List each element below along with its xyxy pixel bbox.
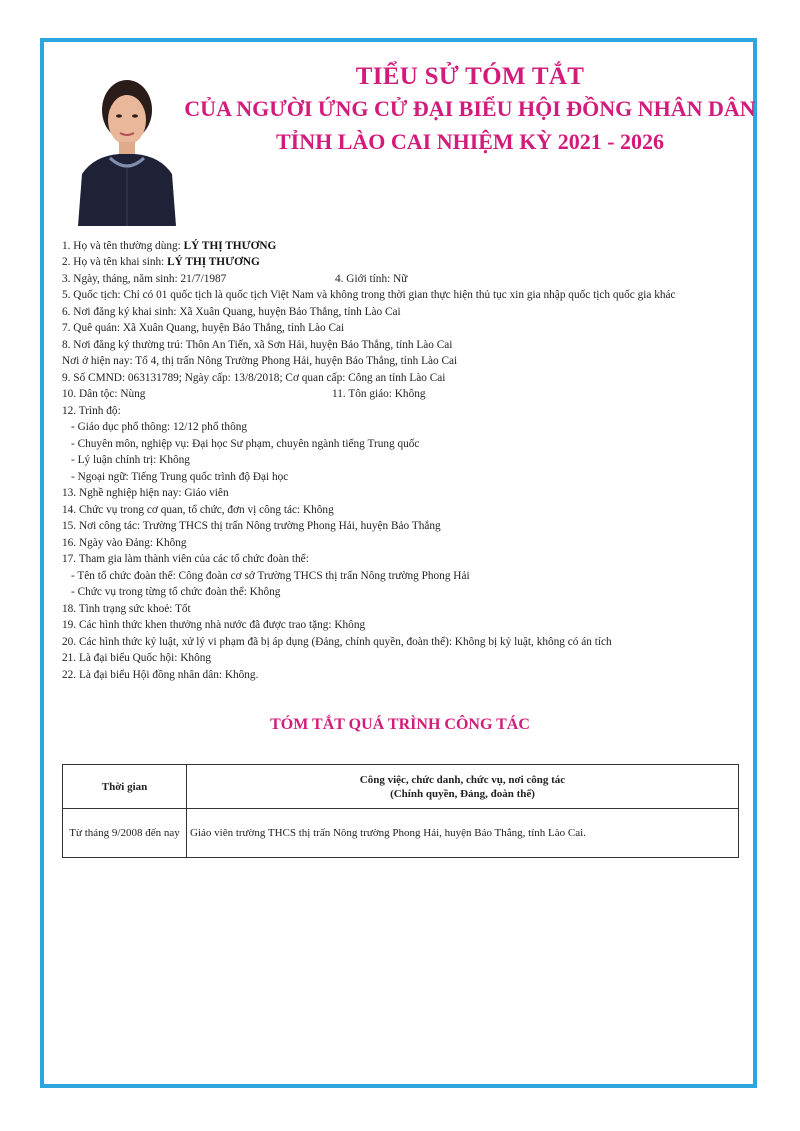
- field-foreign-language: - Ngoại ngữ: Tiếng Trung quốc trình độ Đại học: [71, 471, 289, 483]
- field-professional: - Chuyên môn, nghiệp vụ: Đại học Sư phạm, chuyên ngành tiếng Trung quốc: [71, 438, 420, 450]
- column-header-details-line1: Công việc, chức danh, chức vụ, nơi công tác: [359, 773, 566, 786]
- field-discipline: 20. Các hình thức kỷ luật, xử lý vi phạm đã bị áp dụng (Đảng, chính quyền, đoàn thể): Không bị kỷ luật, không có án tích: [62, 636, 612, 648]
- column-header-details: [187, 765, 739, 809]
- column-header-time: Thời gian: [63, 765, 187, 809]
- field-awards: 19. Các hình thức khen thưởng nhà nước đã được trao tặng: Không: [62, 619, 366, 631]
- work-history-table: [62, 764, 739, 858]
- field-general-education: - Giáo dục phổ thông: 12/12 phổ thông: [71, 421, 248, 433]
- field-label: 2. Họ và tên khai sinh:: [62, 256, 168, 268]
- table-row: [63, 809, 739, 858]
- title-line-2: CỦA NGƯỜI ỨNG CỬ ĐẠI BIỂU HỘI ĐỒNG NHÂN DÂN: [184, 96, 756, 121]
- field-religion: 11. Tôn giáo: Không: [332, 388, 426, 400]
- field-hometown: 7. Quê quán: Xã Xuân Quang, huyện Bảo Thắng, tỉnh Lào Cai: [62, 322, 345, 334]
- field-organizations: 17. Tham gia làm thành viên của các tổ chức đoàn thể:: [62, 553, 309, 565]
- field-value: LÝ THỊ THƯƠNG: [167, 256, 260, 268]
- cell-description: Giáo viên trường THCS thị trấn Nông trường Phong Hải, huyện Bảo Thắng, tỉnh Lào Cai.: [187, 809, 739, 858]
- field-education: 12. Trình độ:: [62, 405, 121, 417]
- field-nationality: 5. Quốc tịch: Chỉ có 01 quốc tịch là quốc tịch Việt Nam và không trong thời gian thực hiện thủ tục xin gia nhập quốc tịch quốc gia khác: [62, 289, 676, 301]
- field-people-council: 22. Là đại biểu Hội đồng nhân dân: Không.: [62, 669, 259, 681]
- field-position: 14. Chức vụ trong cơ quan, tổ chức, đơn vị công tác: Không: [62, 504, 334, 516]
- work-history-title: TÓM TẮT QUÁ TRÌNH CÔNG TÁC: [270, 716, 530, 733]
- field-national-assembly: 21. Là đại biểu Quốc hội: Không: [62, 652, 212, 664]
- field-birth-name: [62, 256, 260, 268]
- field-birth-date: 3. Ngày, tháng, năm sinh: 21/7/1987: [62, 273, 227, 285]
- field-organization-name: - Tên tổ chức đoàn thể: Công đoàn cơ sở Trường THCS thị trấn Nông trường Phong Hải: [71, 570, 470, 582]
- field-occupation: 13. Nghề nghiệp hiện nay: Giáo viên: [62, 487, 229, 499]
- field-ethnicity: 10. Dân tộc: Nùng: [62, 388, 146, 400]
- field-value: LÝ THỊ THƯƠNG: [183, 240, 277, 252]
- title-line-1: TIỂU SỬ TÓM TẮT: [355, 63, 585, 90]
- field-id-card: 9. Số CMND: 063131789; Ngày cấp: 13/8/2018; Cơ quan cấp: Công an tỉnh Lào Cai: [62, 372, 446, 384]
- field-gender: 4. Giới tính: Nữ: [335, 273, 408, 285]
- field-workplace: 15. Nơi công tác: Trường THCS thị trấn Nông trường Phong Hải, huyện Bảo Thắng: [62, 520, 441, 532]
- document-title: [180, 62, 760, 158]
- field-party-date: 16. Ngày vào Đảng: Không: [62, 537, 187, 549]
- column-header-details-line2: (Chính quyền, Đảng, đoàn thể): [390, 787, 535, 800]
- field-current-address: Nơi ở hiện nay: Tổ 4, thị trấn Nông Trường Phong Hải, huyện Bảo Thắng, tỉnh Lào Cai: [62, 355, 458, 367]
- field-label: 1. Họ và tên thường dùng:: [62, 240, 184, 252]
- field-health: 18. Tình trạng sức khoẻ: Tốt: [62, 603, 191, 615]
- cell-time: Từ tháng 9/2008 đến nay: [63, 809, 187, 858]
- field-common-name: [62, 240, 276, 252]
- portrait-image: [74, 62, 180, 226]
- field-political-theory: - Lý luận chính trị: Không: [71, 454, 190, 466]
- candidate-photo: [74, 62, 180, 226]
- table-header-row: [63, 765, 739, 809]
- field-birth-registration: 6. Nơi đăng ký khai sinh: Xã Xuân Quang, huyện Bảo Thắng, tỉnh Lào Cai: [62, 306, 401, 318]
- title-line-3: TỈNH LÀO CAI NHIỆM KỲ 2021 - 2026: [275, 129, 665, 154]
- field-permanent-address: 8. Nơi đăng ký thường trú: Thôn An Tiến, xã Sơn Hải, huyện Bảo Thắng, tỉnh Lào Cai: [62, 339, 453, 351]
- field-organization-role: - Chức vụ trong từng tổ chức đoàn thể: Không: [71, 586, 281, 598]
